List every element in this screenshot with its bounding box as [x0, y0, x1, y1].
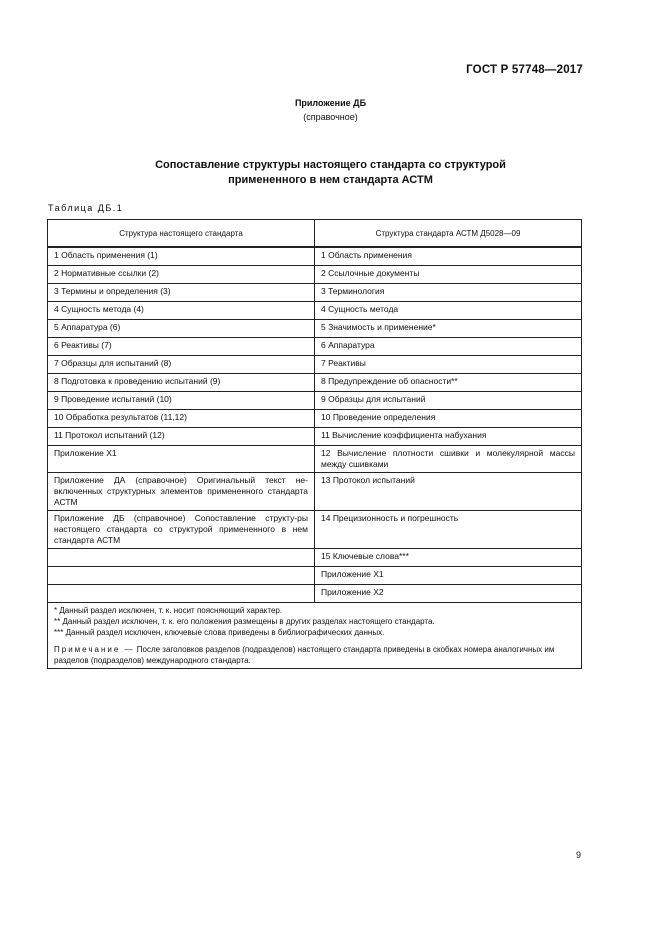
note-text: После заголовков разделов (подразделов) настоящего стандарта приведены в скобках номера аналогичных им разделов (подразделов) международного стандарта. [54, 645, 555, 665]
table-row [48, 428, 582, 446]
cell-astm: 7 Реактивы [315, 356, 582, 374]
cell-national: Приложение ДА (справочное) Оригинальный текст не-включенных структурных элементов примененного стандарта АСТМ [48, 473, 315, 511]
cell-national: Приложение Х1 [48, 446, 315, 473]
cell-astm: 4 Сущность метода [315, 302, 582, 320]
cell-astm: 1 Область применения [315, 247, 582, 266]
footnote-3: *** Данный раздел исключен, ключевые слова приведены в библиографических данных. [54, 628, 385, 637]
table-row [48, 338, 582, 356]
table-row [48, 392, 582, 410]
table-label: Таблица ДБ.1 [48, 203, 124, 213]
cell-astm: 9 Образцы для испытаний [315, 392, 582, 410]
cell-national: 8 Подготовка к проведению испытаний (9) [48, 374, 315, 392]
cell-astm: 12 Вычисление плотности сшивки и молекулярной массы между сшивками [315, 446, 582, 473]
title-line-1: Сопоставление структуры настоящего стандарта со структурой [155, 159, 506, 171]
cell-national: 2 Нормативные ссылки (2) [48, 266, 315, 284]
table-row [48, 302, 582, 320]
structure-comparison-table [47, 219, 582, 669]
header-cell-astm: Структура стандарта АСТМ Д5028—09 [315, 220, 582, 248]
table-row [48, 410, 582, 428]
document-title [0, 158, 661, 188]
table-row [48, 585, 582, 603]
cell-national: 3 Термины и определения (3) [48, 284, 315, 302]
table-row [48, 284, 582, 302]
title-line-2: примененного в нем стандарта АСТМ [228, 174, 433, 186]
header-cell-national: Структура настоящего стандарта [48, 220, 315, 248]
cell-national: Приложение ДБ (справочное) Сопоставление структу-ры настоящего стандарта со структурой примененного в нем стандарта АСТМ [48, 511, 315, 549]
table-header-row [48, 220, 582, 248]
note-label: Примечание — [54, 645, 135, 654]
cell-national: 6 Реактивы (7) [48, 338, 315, 356]
table-row [48, 567, 582, 585]
appendix-subtitle: (справочное) [303, 112, 358, 122]
table-row [48, 374, 582, 392]
footnote-2: ** Данный раздел исключен, т. к. его положения размещены в других разделах настоящего стандарта. [54, 617, 435, 626]
cell-astm: 11 Вычисление коэффициента набухания [315, 428, 582, 446]
table-row [48, 549, 582, 567]
table-row [48, 446, 582, 473]
cell-astm: Приложение Х1 [315, 567, 582, 585]
cell-astm: 10 Проведение определения [315, 410, 582, 428]
cell-national: 9 Проведение испытаний (10) [48, 392, 315, 410]
page-number: 9 [575, 850, 581, 860]
appendix-heading [0, 96, 661, 124]
cell-astm: 6 Аппаратура [315, 338, 582, 356]
table-row [48, 247, 582, 266]
table-row [48, 266, 582, 284]
cell-astm: 15 Ключевые слова*** [315, 549, 582, 567]
cell-national: 7 Образцы для испытаний (8) [48, 356, 315, 374]
cell-astm: Приложение Х2 [315, 585, 582, 603]
standard-code: ГОСТ Р 57748—2017 [466, 64, 583, 76]
table-row [48, 356, 582, 374]
table-row [48, 320, 582, 338]
cell-national [48, 549, 315, 567]
cell-national: 4 Сущность метода (4) [48, 302, 315, 320]
cell-national: 5 Аппаратура (6) [48, 320, 315, 338]
table-row [48, 511, 582, 549]
table-footnotes [48, 603, 582, 669]
cell-astm: 14 Прецизионность и погрешность [315, 511, 582, 549]
table-note [54, 644, 575, 666]
cell-astm: 5 Значимость и применение* [315, 320, 582, 338]
cell-national [48, 585, 315, 603]
cell-astm: 2 Ссылочные документы [315, 266, 582, 284]
cell-national [48, 567, 315, 585]
footnote-1: * Данный раздел исключен, т. к. носит поясняющий характер. [54, 606, 283, 615]
cell-national: 1 Область применения (1) [48, 247, 315, 266]
cell-astm: 13 Протокол испытаний [315, 473, 582, 511]
table-row [48, 473, 582, 511]
appendix-title: Приложение ДБ [294, 98, 367, 108]
cell-astm: 8 Предупреждение об опасности** [315, 374, 582, 392]
cell-national: 11 Протокол испытаний (12) [48, 428, 315, 446]
cell-astm: 3 Терминология [315, 284, 582, 302]
cell-national: 10 Обработка результатов (11,12) [48, 410, 315, 428]
table-notes-row [48, 603, 582, 669]
